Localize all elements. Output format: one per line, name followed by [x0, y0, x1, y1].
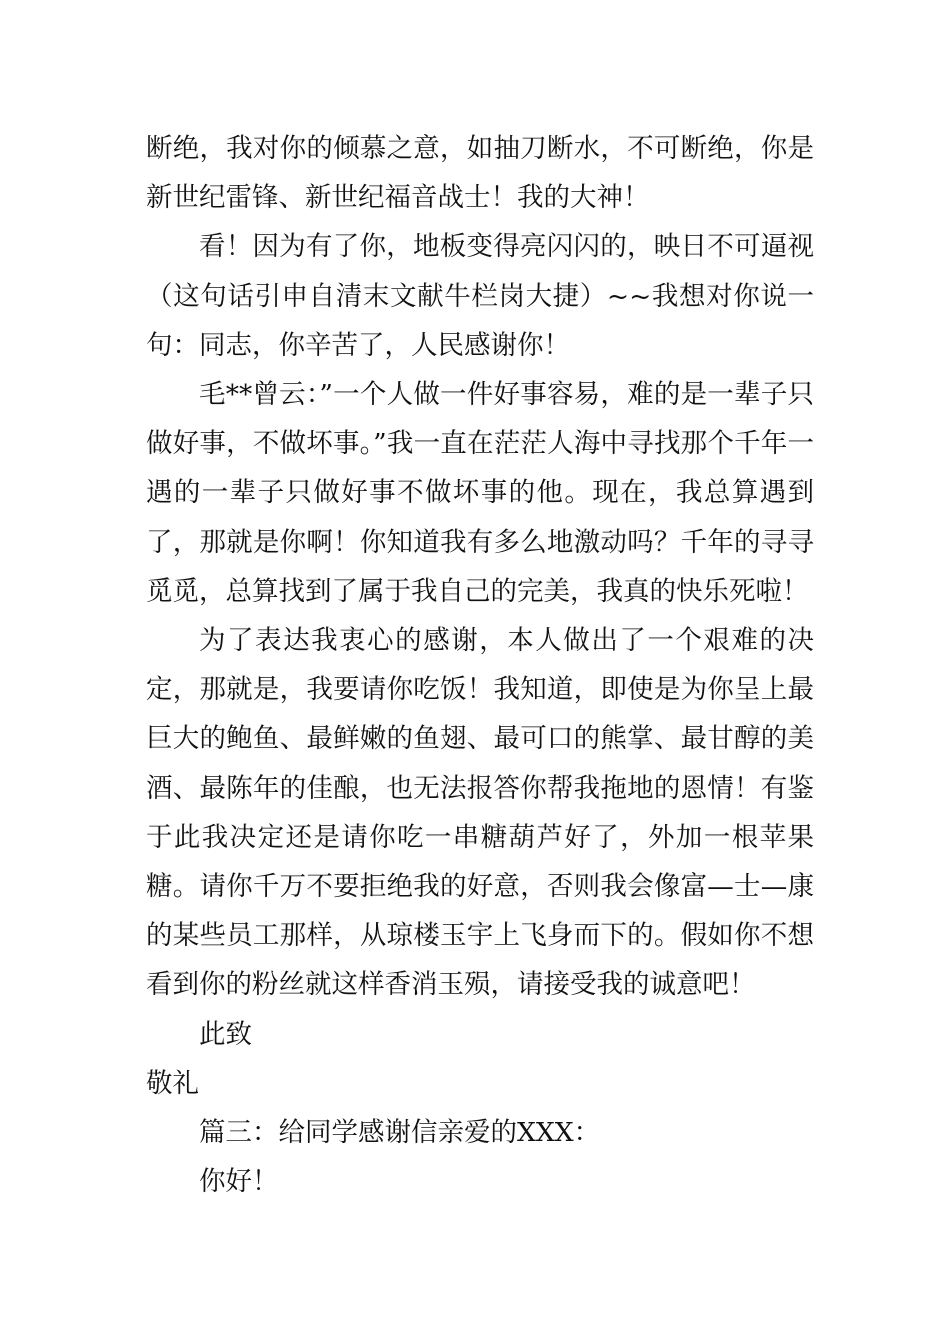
- paragraph-thanks: 为了表达我衷心的感谢，本人做出了一个艰难的决定，那就是，我要请你吃饭！我知道，即使是为你呈上最巨大的鲍鱼、最鲜嫩的鱼翅、最可口的熊掌、最甘醇的美酒、最陈年的佳酿，也无法报答你帮我拖地的恩情！有鉴于此我决定还是请你吃一串糖葫芦好了，外加一根苹果糖。请你千万不要拒绝我的好意，否则我会像富—士—康的某些员工那样，从琼楼玉宇上飞身而下的。假如你不想看到你的粉丝就这样香消玉殒，请接受我的诚意吧！: [146, 625, 814, 1001]
- section-heading: 篇三：给同学感谢信亲爱的XXX：: [199, 1117, 601, 1149]
- letter-body: [146, 124, 814, 1206]
- greeting: 你好！: [199, 1166, 279, 1198]
- closing-regards: 敬礼: [146, 1067, 199, 1099]
- paragraph-quote: 毛**曾云：”一个人做一件好事容易，难的是一辈子只做好事，不做坏事。”我一直在茫茫人海中寻找那个千年一遇的一辈子只做好事不做坏事的他。现在，我总算遇到了，那就是你啊！你知道我有多么地激动吗？千年的寻寻觅觅，总算找到了属于我自己的完美，我真的快乐死啦！: [146, 379, 814, 607]
- paragraph-floor: 看！因为有了你，地板变得亮闪闪的，映日不可逼视（这句话引申自清末文献牛栏岗大捷）~~我想对你说一句：同志，你辛苦了，人民感谢你！: [146, 231, 814, 361]
- paragraph-continuation: 断绝，我对你的倾慕之意，如抽刀断水，不可断绝，你是新世纪雷锋、新世纪福音战士！我的大神！: [146, 133, 814, 214]
- closing-salutation: 此致: [199, 1018, 252, 1050]
